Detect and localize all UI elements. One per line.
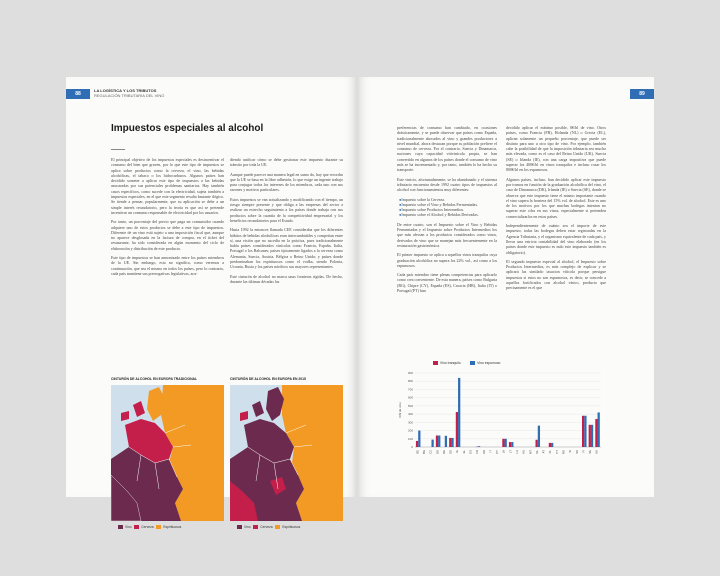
bar-nl-still [536,440,538,447]
x-tick-label: ES [468,450,473,454]
paragraph: Por tanto, un porcentaje del precio que paga un consumidor cuando adquiere uno de estos productos se debe a este tipo de impuestos. Diferente de un vino está sujeto a una imposición fiscal que, aunque no aparece desglosada en la factura de compra, en el ticket del restaurante, ha sido considerada en algún momento del ciclo de elaboración y distribución de este producto. [111,219,224,251]
paragraph: Aunque puede parecer una manera legal en sumo do, hay que recordar que la UE se basa en la libre adhesión, lo que exige un ingente trabajo para conjugar todos los intereses de los miembros, cada uno con sus razones y motivos particulares. [230,171,343,193]
right-page [357,77,654,497]
bar-dk-still [436,435,438,447]
bar-ee-still [449,438,451,447]
page-number-right: 89 [630,89,654,99]
y-tick-label: 400 [407,412,413,417]
bar-fi-still [582,416,584,447]
paragraph: Este cinturón de alcohol no marca unas fronteras rígidas. De hecho, durante las últimas décadas las [230,273,343,284]
legend-label: Cerveza [260,525,273,529]
legend-label: Vino [125,525,132,529]
list-item-text: Impuesto sobre el Vino y Bebidas Fermentadas. [401,201,478,207]
x-tick-label: PL [548,450,553,454]
list-item: ●Impuesto sobre el Alcohol y Bebidas Derivadas. [399,212,479,218]
page-number-left: 88 [66,89,90,99]
bar-de-sparkling [445,436,447,447]
spirits-swatch [275,525,280,529]
map-europe-2015 [230,385,343,521]
map-title-2015: CINTURÓN DE ALCOHOL EN EUROPA EN 2015 [230,377,306,381]
y-tick-label: 100 [407,436,413,441]
paragraph: Este tipo de impuestos se han armonizado entre los países miembros de la UE. Sin embargo, esto no significa, como veremos a continuación, que sea el mismo en todos los países, pero lo contrario, cada país mantiene sus prerrogativas legislativas, acu- [111,255,224,276]
bar-lt-sparkling [511,442,513,447]
y-tick-label: 900 [407,371,413,375]
x-tick-label: AT [541,450,546,454]
legend-label: Vino tranquilo [440,361,461,365]
x-tick-label: EL [461,450,466,454]
bar-fr-sparkling [478,446,480,447]
bar-pl-sparkling [551,443,553,447]
paragraph: preferencias de consumo han cambiado, en ocasiones drásticamente, y se puede observar que países como España, tradicionalmente abocados al vino y grandes productores a nivel mundial, ahora destacan porque su población prefiere el consumo de cerveza. Por el contrario, Suecia y Dinamarca, naciones cuya capacidad vitivinícola propia, se han convertido en algunos de los países donde el consumo de vino más se ha incrementado y, por tanto, también lo ha hecho su transporte. [397,125,497,173]
x-tick-label: UK [594,450,599,454]
paragraph: diendo unificar cómo se debe gestionar este impuesto durante su tránsito por toda la UE. [230,157,343,168]
right-text-column-2 [506,125,606,351]
map-legend-2015 [237,525,300,529]
map-title-traditional: CINTURÓN DE ALCOHOL EN EUROPA TRADICIONAL [111,377,198,381]
wine-swatch [237,525,242,529]
x-tick-label: HR [481,450,486,455]
y-tick-label: 0 [411,445,413,449]
x-tick-label: RO [561,450,566,455]
bar-fi-sparkling [584,416,586,447]
left-page [66,77,357,529]
y-tick-label: 200 [407,428,413,433]
bar-se-sparkling [591,425,593,447]
legend-label: Cerveza [141,525,154,529]
y-tick-label: 500 [407,403,413,408]
list-item-text: Impuesto sobre Productos Intermedios. [401,207,465,213]
paragraph: De entre cuatro, son el Impuesto sobre el Vino y Bebidas Fermentadas y el Impuesto sobre Productos Intermedios los que más afectan a los productos considerados como vinos, derivados de vino que se manejan más frecuentemente en la restauración gastronómica. [397,221,497,248]
x-tick-label: CZ [428,450,433,454]
list-item: ●Impuesto sobre la Cerveza. [399,196,445,202]
y-tick-label: 700 [407,387,413,392]
left-text-column-1 [111,157,224,362]
bar-pl-still [549,443,551,447]
bar-lt-still [509,442,511,447]
article-title: Impuestos especiales al alcohol [111,123,264,134]
sparkling-wine-swatch [470,361,475,365]
map-legend-traditional [118,525,181,529]
bar-se-still [589,425,591,447]
title-rule [111,149,125,150]
section-title: LA LOGÍSTICA Y LOS TRIBUTOS [94,88,157,93]
bar-ie-sparkling [458,378,460,447]
y-axis-label: €/hl de vino [398,402,402,418]
x-tick-label: SI [568,450,573,453]
legend-label: Vino espumoso [477,361,501,365]
legend-label: Espirituosos [163,525,182,529]
x-tick-label: CY [495,450,500,454]
paragraph: Estos impuestos se van actualizando y modificando con el tiempo, un riesgo siempre presente y que obliga a las empresas del sector a realizar un estrecho seguimiento a los países donde trabaja con sus productos sobre la cuantía de la competitividad empresarial y los beneficios recaudatorios para el Estado. [230,196,343,223]
x-tick-label: IT [488,450,493,453]
x-tick-label: HU [521,450,526,455]
paragraph: Independientemente de cuánto sea el importe de este impuesto, todas las bodegas deben estar registradas en la Agencia Tributaria, y el organismo equivalente de cada país, y llevar una estricta contabilidad del vino elaborado (en los países donde este impuesto es nulo este impuesto también es obligatorio). [506,223,606,255]
wine-swatch [118,525,123,529]
list-item-text: Impuesto sobre la Cerveza. [401,196,445,202]
x-tick-label: DK [435,450,440,454]
x-tick-label: MT [528,450,533,455]
left-text-column-2 [230,157,343,362]
legend-label: Vino [244,525,251,529]
x-tick-label: IE [455,450,460,453]
list-item-text: Impuesto sobre el Alcohol y Bebidas Derivadas. [401,212,479,218]
bar-dk-sparkling [438,435,440,447]
paragraph: Este vinicio, afortunadamente, se ha abandonado y el sistema tributario encuentra desde 1992 cuatro tipos de impuestos al alcohol con funcionamientos muy diferentes: [397,176,497,193]
bar-be-sparkling [418,431,420,447]
bar-be-still [416,441,418,447]
x-tick-label: LU [514,450,519,454]
x-tick-label: SE [588,450,593,454]
list-item: ●Impuesto sobre Productos Intermedios. [399,207,465,213]
x-tick-label: SK [574,450,579,454]
x-tick-label: EE [448,450,453,454]
legend-label: Espirituosos [282,525,301,529]
bar-ie-still [456,412,458,447]
paragraph: El segundo impuesto especial al alcohol, el Impuesto sobre Productos Intermedios, es más complejo de explicar y se aplicará las similado tasacion vitícola porque persigue impuestos si estos no son espumosos, es decir, se concede a aquellos fortificados con alcohol vínico, producto que precisamente es el que [506,258,606,291]
wine-tax-chart [397,359,604,469]
x-tick-label: NL [534,450,539,454]
bar-ee-sparkling [451,438,453,447]
running-header [94,88,164,98]
map-europe-traditional [111,385,224,521]
x-tick-label: LT [508,450,513,454]
paragraph: El primer impuesto se aplica a aquellos vinos tranquilos cuya graduación alcohólica no supera los 22% vol., así como a los espumosos. [397,252,497,268]
still-wine-swatch [433,361,438,365]
list-item: ●Impuesto sobre el Vino y Bebidas Fermentadas. [399,201,478,207]
x-tick-label: DE [441,450,446,454]
x-tick-label: BE [415,450,420,454]
paragraph: decidido aplicar el mínimo posible, 0€/hl de vino. Otros países, como Francia (FR), Holanda (NL) o Grecia (EL), aplican solamente un pequeño porcentaje, que puede ser distinto para uno u otro tipo de vino. Por ejemplo, también cabe la posibilidad de que la imposición tributaria sea mucho más elevada, como es el caso del Reino Unido (UK), Suecia (SE) o Irlanda (IE), con una carga impositiva que puede superar los 400€/hl en vinos tranquilos e incluso rozar los 800€/hl en los espumosos. [506,125,606,173]
bar-uk-still [595,419,597,447]
x-tick-label: PT [554,450,559,454]
chart-canvas [397,369,604,469]
x-tick-label: FR [475,450,480,454]
beer-swatch [134,525,139,529]
right-text-column-1 [397,125,497,351]
x-tick-label: FI [581,450,586,453]
chart-legend [433,361,500,365]
tax-type-list [399,197,497,218]
y-tick-label: 800 [407,379,413,384]
paragraph: Cada país miembro tiene plenas competencias para aplicarlo como crea conveniente. De esta manera, países como Bulgaria (BG), Chipre (CY), España (ES), Croacia (HR), Italia (IT) o Portugal (PT) han [397,272,497,294]
bar-uk-sparkling [598,412,600,447]
paragraph: Hasta 1992 la entonces llamada CEE consideraba que los diferentes hábitos de bebidas alcohólicas eran intercambiables y competían entre sí, una visión que no sucedía en la práctica, pues tradicionalmente había países considerados vinícolas como Francia, España, Italia, Portugal o los Balcanes; países típicamente ligados a la cerveza como Alemania, Suecia, Austria, Bélgica o Reino Unido; y países donde predominaban los espirituosos como el vodka, siendo Polonia, Ucrania, Rusia y los países nórdicos sus mayores representantes. [230,227,343,270]
x-tick-label: BG [421,450,426,455]
bar-cz-sparkling [431,440,433,447]
bar-lv-sparkling [505,439,507,447]
subsection-title: REGULACIÓN TRIBUTARIA DEL VINO [94,93,165,98]
y-tick-label: 600 [407,395,413,400]
bar-nl-sparkling [538,426,540,447]
bar-lv-still [502,439,504,447]
y-tick-label: 300 [407,420,413,425]
paragraph: Algunos países, incluso, han decidido aplicar este impuesto por tramos en función de la graduación alcohólica del vino, el caso de Dinamarca (DK), Irlanda (IE) o Suecia (SE), donde se observa que este impuesto tiene el mismo importante cuando el vino supera la frontera del 15% vol. de alcohol. Este es uno de los motivos por los que muchas bodegas intentan no superar este cifra en sus vinos, especialmente si pretenden comercializarlos en estos países. [506,176,606,219]
paragraph: El principal objetivo de los impuestos especiales es desincentivar el consumo del bien que graven, por lo que este tipo de impuestos se aplica sobre productos como la cerveza, el vino, las bebidas alcohólicas, el tabaco o los hidrocarburos. Algunos países han decidido someter a aplicar este tipo de impuestos a las bebidas azucaradas por sus potenciales problemas sanitarios. Hay también casos específicos, como sucede con la electricidad, sujeta también a impuestos especiales, en el que este segmento resulta bastante ilógico. Se tiende a pensar, popularmente, que su aplicación se debe a un simple interés recaudatorio, pero la teoría es que así se pretende incentivar un consumo responsable de electricidad por los usuarios. [111,157,224,215]
beer-swatch [253,525,258,529]
x-tick-label: LV [501,450,506,454]
spirits-swatch [156,525,161,529]
